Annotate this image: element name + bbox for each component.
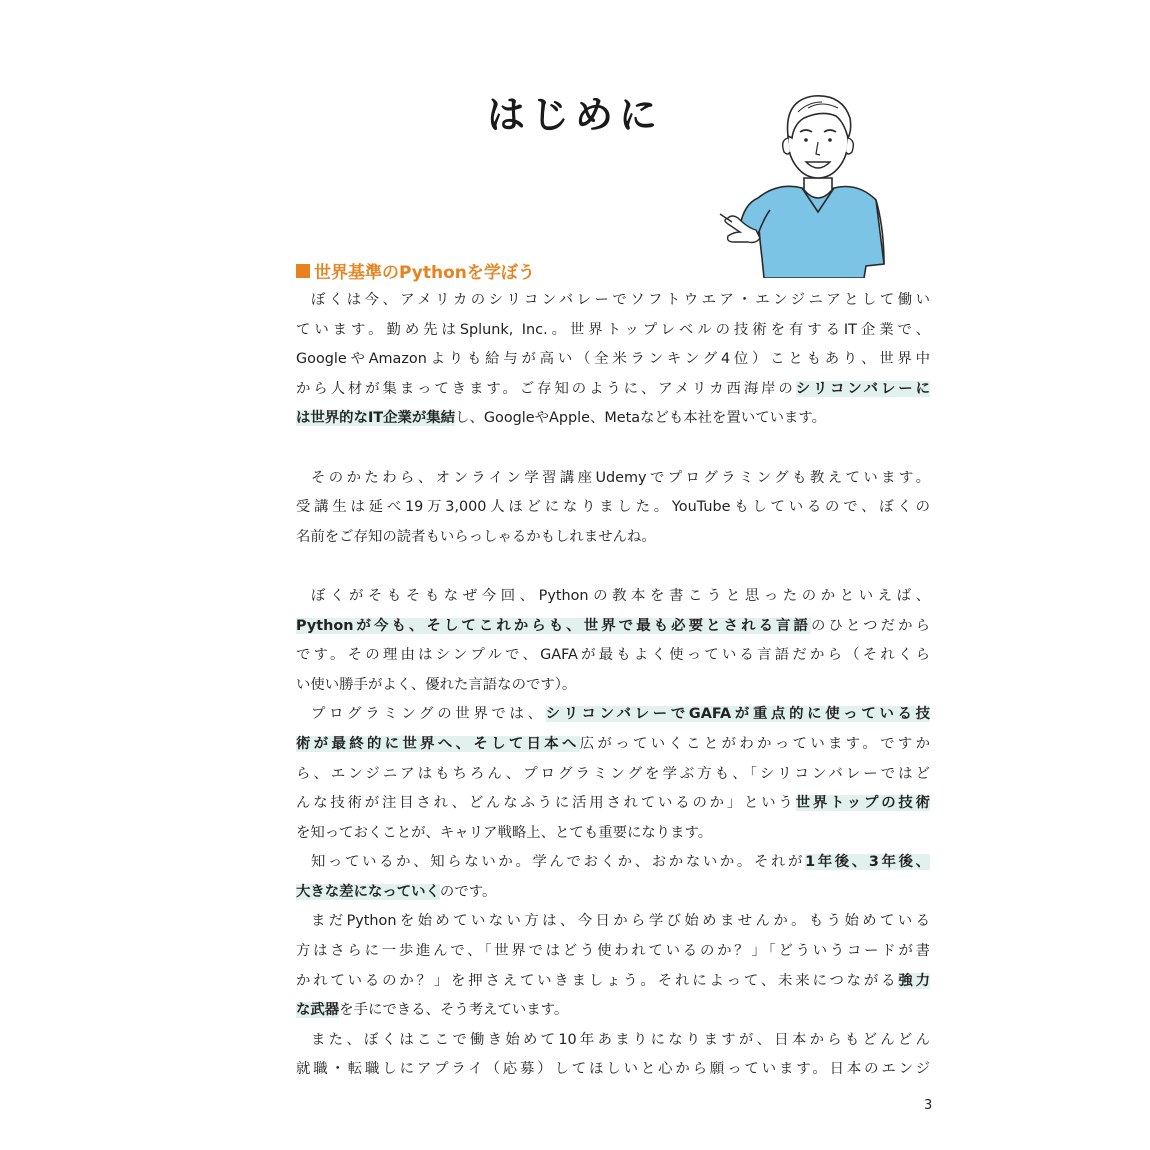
text-segment: ぼくがそもそもなぜ今回、Pythonの教本を書こうと思ったのかといえば、	[311, 587, 930, 604]
text-segment: です。その理由はシンプルで、GAFAが最もよく使っている言語だから（それくら	[296, 647, 930, 664]
text-segment: GoogleやAmazonよりも給与が高い（全米ランキング4位）こともあり、世界中	[296, 351, 930, 368]
text-line	[296, 819, 930, 849]
text-segment: を知っておくことが、キャリア戦略上、とても重要になります。	[296, 824, 713, 841]
blank-line	[296, 552, 930, 582]
text-line	[296, 700, 930, 730]
text-segment: 受講生は延べ19万3,000人ほどになりました。YouTubeもしているので、ぼくの	[296, 499, 930, 516]
page-title: はじめに	[486, 93, 663, 137]
text-line	[296, 582, 930, 612]
presenter-man-icon	[718, 78, 888, 278]
highlighted-phrase: 術が最終的に世界へ、そして日本へ	[296, 735, 580, 752]
text-line	[296, 375, 930, 405]
highlighted-phrase: Pythonが今も、そしてこれからも、世界で最も必要とされる言語	[296, 617, 812, 634]
text-segment: 名前をご存知の読者もいらっしゃるかもしれませんね。	[296, 528, 656, 545]
text-line	[296, 493, 930, 523]
text-segment: ら、エンジニアはもちろん、プログラミングを学ぶ方も、「シリコンバレーではど	[296, 765, 930, 782]
text-segment: 知っているか、知らないか。学んでおくか、おかないか。それが	[311, 854, 806, 871]
text-line	[296, 286, 930, 316]
text-line	[296, 612, 930, 642]
highlighted-phrase: 世界トップの技術	[795, 795, 930, 812]
text-segment: い使い勝手がよく、優れた言語なのです）。	[296, 676, 577, 693]
text-segment: まだPythonを始めていない方は、今日から学び始めませんか。もう始めている	[311, 913, 930, 930]
highlighted-phrase: シリコンバレーでGAFAが重点的に使っている技	[545, 706, 930, 723]
text-segment: また、ぼくはここで働き始めて10年あまりになりますが、日本からもどんどん	[311, 1031, 930, 1048]
text-line	[296, 937, 930, 967]
text-line	[296, 464, 930, 494]
text-line	[296, 345, 930, 375]
highlighted-phrase: 強力	[898, 972, 930, 989]
text-line	[296, 907, 930, 937]
text-segment: そのかたわら、オンライン学習講座Udemyでプログラミングも教えています。	[311, 469, 930, 486]
text-line	[296, 641, 930, 671]
text-line	[296, 1055, 930, 1085]
text-line	[296, 1026, 930, 1056]
text-segment: かれているのか？」を押さえていきましょう。それによって、未来につながる	[296, 972, 899, 989]
highlighted-phrase: シリコンバレーに	[795, 380, 930, 397]
text-line	[296, 789, 930, 819]
section-heading	[296, 258, 535, 283]
text-line	[296, 523, 930, 553]
ruby-base: Splunk	[459, 321, 509, 338]
text-line	[296, 671, 930, 701]
text-line	[296, 878, 930, 908]
highlighted-phrase: 大きな差になっていく	[296, 883, 440, 900]
text-line	[296, 996, 930, 1026]
body-text	[296, 286, 930, 1085]
text-line	[296, 848, 930, 878]
heading-square-icon	[296, 264, 310, 278]
text-segment: ぼくは今、アメリカのシリコンバレーでソフトウエア・エンジニアとして働い	[311, 292, 930, 308]
text-segment: 方はさらに一歩進んで、「世界ではどう使われているのか？」「どういうコードが書	[296, 943, 930, 960]
highlighted-phrase: 1年後、3年後、	[805, 854, 930, 871]
section-heading-text: 世界基準のPythonを学ぼう	[314, 263, 535, 283]
text-segment: のです。	[439, 883, 497, 900]
text-segment: し、GoogleやApple、Metaなども本社を置いています。	[455, 410, 827, 427]
text-segment: のひとつだから	[811, 617, 930, 634]
text-segment: を手にできる、そう考えています。	[339, 1002, 569, 1019]
text-segment: から人材が集まってきます。ご存知のように、アメリカ西海岸の	[296, 380, 796, 397]
text-segment: んな技術が注目され、どんなふうに活用されているのか」という	[296, 795, 796, 812]
highlighted-phrase: な武器	[296, 1002, 340, 1019]
text-segment: , Inc.。世界トップレベルの技術を有するIT企業で、	[508, 321, 930, 338]
blank-line	[296, 434, 930, 464]
text-segment: ています。勤め先は	[296, 321, 460, 338]
highlighted-phrase: は世界的なIT企業が集結	[296, 410, 456, 427]
text-line	[296, 404, 930, 434]
text-line	[296, 760, 930, 790]
text-line	[296, 730, 930, 760]
text-segment: 就職・転職しにアプライ（応募）してほしいと心から願っています。日本のエンジ	[296, 1061, 930, 1078]
page-number: 3	[924, 1098, 933, 1113]
text-line	[296, 967, 930, 997]
text-line	[296, 316, 930, 346]
text-segment: プログラミングの世界では、	[311, 706, 546, 723]
text-segment: 広がっていくことがわかっています。ですか	[579, 735, 930, 752]
